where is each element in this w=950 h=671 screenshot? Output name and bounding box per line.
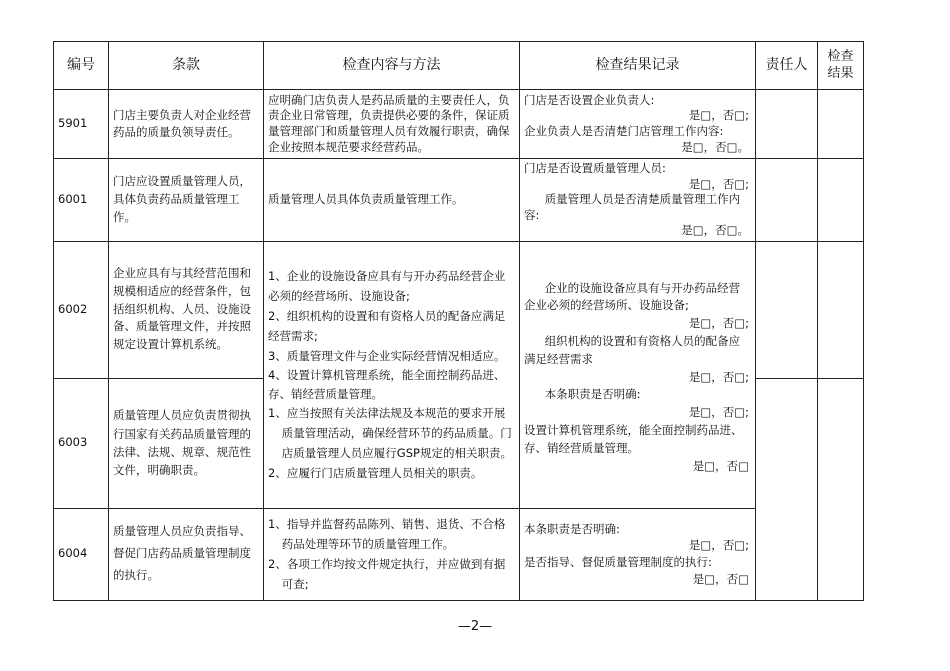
table-row (54, 508, 864, 600)
header-record: 检查结果记录 (520, 42, 756, 90)
row-responsible (756, 241, 818, 378)
header-result: 检查结果 (818, 42, 864, 90)
row-clause: 质量管理人员应负责指导、督促门店药品质量管理制度的执行。 (109, 508, 264, 600)
row-record-merged (520, 241, 756, 508)
row-number: 5901 (54, 90, 109, 159)
table-row (54, 159, 864, 242)
header-method: 检查内容与方法 (264, 42, 520, 90)
table-row (54, 241, 864, 378)
record-checkbox-line: 是□，否□。 (681, 223, 749, 238)
header-clause: 条款 (109, 42, 264, 90)
method-line: 3、质量管理文件与企业实际经营情况相适应。 (268, 349, 506, 364)
record-checkbox-line: 是□，否□ (692, 571, 749, 586)
row-clause: 企业应具有与其经营范围和规模相适应的经营条件，包括组织机构、人员、设施设备、质量管理文件，并按照规定设置计算机系统。 (109, 241, 264, 378)
method-line: 4、设置计算机管理系统，能全面控制药品进、存、销经营质量管理。 (268, 368, 506, 401)
inspection-table (53, 41, 864, 601)
method-line: 1、应当按照有关法律法规及本规范的要求开展质量管理活动，确保经营环节的药品质量。门店质量管理人员应履行GSP规定的相关职责。 (268, 406, 512, 461)
record-line: 企业负责人是否清楚门店管理工作内容: (524, 124, 724, 138)
page-number: —2— (457, 619, 493, 634)
record-line: 组织机构的设置和有资格人员的配备应满足经营需求 (524, 334, 741, 366)
row-result (818, 90, 864, 159)
record-line: 门店是否设置质量管理人员: (524, 161, 666, 175)
record-line: 质量管理人员是否清楚质量管理工作内容: (524, 192, 741, 222)
record-checkbox-line: 是□，否□; (688, 176, 749, 191)
record-checkbox-line: 是□，否□; (688, 316, 749, 331)
row-result (818, 378, 864, 600)
record-checkbox-line: 是□，否□; (688, 108, 749, 123)
record-line: 是否指导、督促质量管理制度的执行: (524, 555, 712, 570)
row-responsible (756, 378, 818, 600)
row-responsible (756, 90, 818, 159)
row-record (520, 90, 756, 159)
header-responsible: 责任人 (756, 42, 818, 90)
record-checkbox-line: 是□，否□; (688, 538, 749, 553)
row-record (520, 159, 756, 242)
record-checkbox-line: 是□，否□ (692, 458, 749, 473)
record-checkbox-line: 是□，否□; (688, 405, 749, 420)
record-checkbox-line: 是□，否□。 (681, 139, 749, 154)
record-line: 设置计算机管理系统，能全面控制药品进、存、销经营质量管理。 (524, 423, 743, 455)
method-line: 2、各项工作均按文件规定执行，并应做到有据可查; (268, 557, 506, 592)
record-line: 本条职责是否明确: (544, 387, 641, 402)
row-method-merged (264, 241, 520, 508)
row-number: 6002 (54, 241, 109, 378)
header-number: 编号 (54, 42, 109, 90)
row-number: 6003 (54, 378, 109, 508)
header-row (54, 42, 864, 90)
method-line: 2、应履行门店质量管理人员相关的职责。 (268, 466, 483, 481)
row-responsible (756, 159, 818, 242)
row-record (520, 508, 756, 600)
record-line: 本条职责是否明确: (524, 521, 620, 536)
row-method: 应明确门店负责人是药品质量的主要责任人，负责企业日常管理，负责提供必要的条件，保证质量管理部门和质量管理人员有效履行职责，确保企业按照本规范要求经营药品。 (264, 90, 520, 159)
record-line: 门店是否设置企业负责人: (524, 92, 655, 107)
row-method: 质量管理人员具体负责质量管理工作。 (264, 159, 520, 242)
row-clause: 门店主要负责人对企业经营药品的质量负领导责任。 (109, 90, 264, 159)
row-result (818, 241, 864, 378)
row-number: 6004 (54, 508, 109, 600)
record-line: 企业的设施设备应具有与开办药品经营企业必须的经营场所、设施设备; (524, 280, 741, 313)
method-line: 1、企业的设施设备应具有与开办药品经营企业必须的经营场所、设施设备; (268, 268, 506, 303)
row-number: 6001 (54, 159, 109, 242)
record-checkbox-line: 是□，否□; (688, 369, 749, 384)
method-line: 2、组织机构的设置和有资格人员的配备应满足经营需求; (268, 308, 506, 343)
row-method (264, 508, 520, 600)
row-clause: 质量管理人员应负责贯彻执行国家有关药品质量管理的法律、法规、规章、规范性文件，明确职责。 (109, 378, 264, 508)
row-clause: 门店应设置质量管理人员，具体负责药品质量管理工作。 (109, 159, 264, 242)
method-line: 1、指导并监督药品陈列、销售、退货、不合格药品处理等环节的质量管理工作。 (268, 516, 506, 551)
row-result (818, 159, 864, 242)
table-row (54, 90, 864, 159)
